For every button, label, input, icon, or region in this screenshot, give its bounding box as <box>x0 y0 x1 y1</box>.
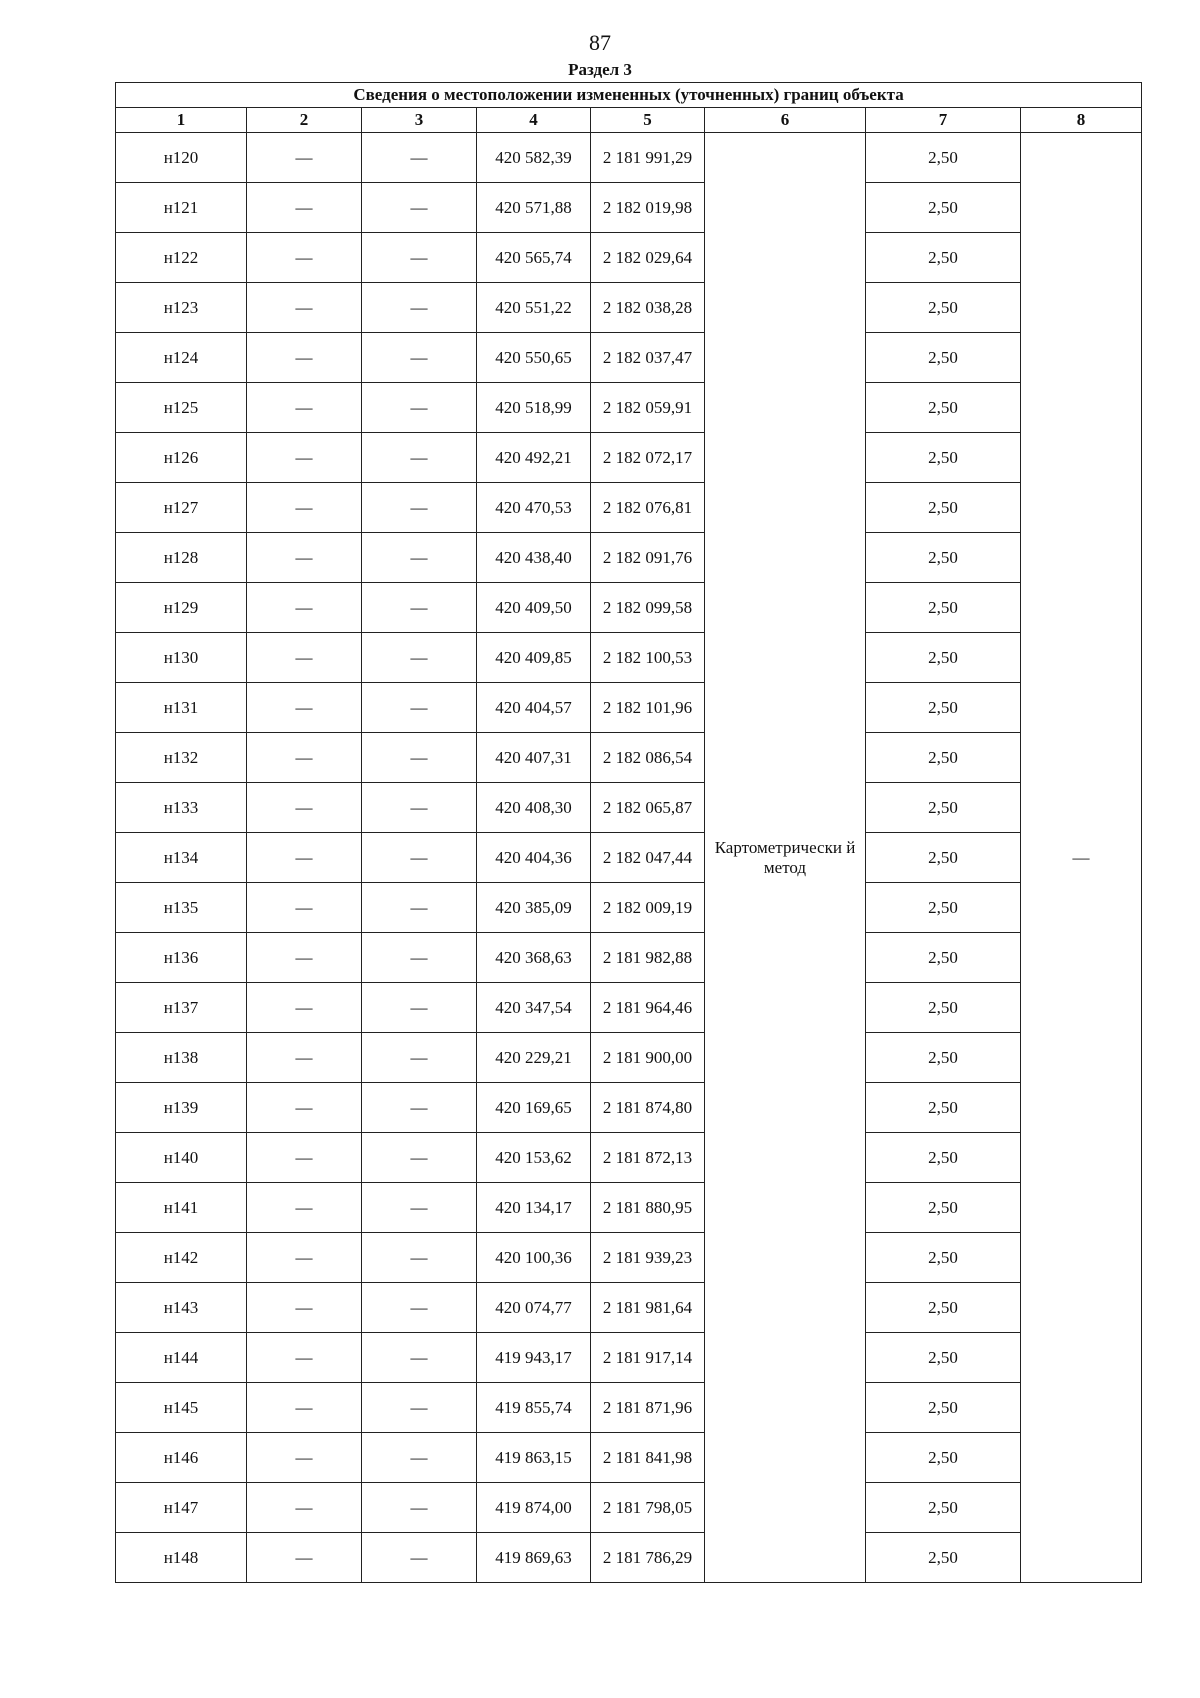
column2-cell: — <box>247 933 362 983</box>
table-row <box>116 933 1142 983</box>
point-number-cell: н144 <box>116 1333 247 1383</box>
coordinates-table <box>115 82 1142 1583</box>
column2-cell: — <box>247 233 362 283</box>
y-coordinate-cell: 2 181 981,64 <box>591 1283 705 1333</box>
table-row <box>116 1333 1142 1383</box>
section-title: Раздел 3 <box>568 60 632 79</box>
y-coordinate-cell: 2 182 100,53 <box>591 633 705 683</box>
point-number-cell: н136 <box>116 933 247 983</box>
column2-cell: — <box>247 983 362 1033</box>
column3-cell: — <box>362 1283 477 1333</box>
table-row <box>116 183 1142 233</box>
x-coordinate-cell: 420 571,88 <box>477 183 591 233</box>
y-coordinate-cell: 2 181 982,88 <box>591 933 705 983</box>
precision-cell: 2,50 <box>866 1133 1021 1183</box>
x-coordinate-cell: 420 409,85 <box>477 633 591 683</box>
column3-cell: — <box>362 1083 477 1133</box>
column-number-header: 2 <box>247 108 362 133</box>
precision-cell: 2,50 <box>866 1433 1021 1483</box>
y-coordinate-cell: 2 182 038,28 <box>591 283 705 333</box>
column2-cell: — <box>247 133 362 183</box>
table-row <box>116 483 1142 533</box>
table-row <box>116 1083 1142 1133</box>
x-coordinate-cell: 420 347,54 <box>477 983 591 1033</box>
column3-cell: — <box>362 1483 477 1533</box>
point-number-cell: н138 <box>116 1033 247 1083</box>
column2-cell: — <box>247 533 362 583</box>
table-row <box>116 133 1142 183</box>
table-row <box>116 733 1142 783</box>
table-row <box>116 833 1142 883</box>
point-number-cell: н131 <box>116 683 247 733</box>
precision-cell: 2,50 <box>866 1533 1021 1583</box>
point-number-cell: н128 <box>116 533 247 583</box>
y-coordinate-cell: 2 181 991,29 <box>591 133 705 183</box>
y-coordinate-cell: 2 182 099,58 <box>591 583 705 633</box>
column3-cell: — <box>362 683 477 733</box>
x-coordinate-cell: 419 863,15 <box>477 1433 591 1483</box>
column2-cell: — <box>247 383 362 433</box>
table-row <box>116 333 1142 383</box>
precision-cell: 2,50 <box>866 683 1021 733</box>
table-row <box>116 883 1142 933</box>
y-coordinate-cell: 2 182 091,76 <box>591 533 705 583</box>
column3-cell: — <box>362 433 477 483</box>
precision-cell: 2,50 <box>866 183 1021 233</box>
precision-cell: 2,50 <box>866 933 1021 983</box>
column2-cell: — <box>247 583 362 633</box>
x-coordinate-cell: 420 134,17 <box>477 1183 591 1233</box>
point-number-cell: н143 <box>116 1283 247 1333</box>
point-number-cell: н148 <box>116 1533 247 1583</box>
point-number-cell: н133 <box>116 783 247 833</box>
point-number-cell: н134 <box>116 833 247 883</box>
column2-cell: — <box>247 733 362 783</box>
x-coordinate-cell: 420 492,21 <box>477 433 591 483</box>
column3-cell: — <box>362 983 477 1033</box>
table-body <box>116 133 1142 1583</box>
y-coordinate-cell: 2 182 059,91 <box>591 383 705 433</box>
y-coordinate-cell: 2 182 072,17 <box>591 433 705 483</box>
precision-cell: 2,50 <box>866 983 1021 1033</box>
column3-cell: — <box>362 1383 477 1433</box>
column-numbers-row <box>116 108 1142 133</box>
column2-cell: — <box>247 883 362 933</box>
x-coordinate-cell: 420 582,39 <box>477 133 591 183</box>
table-caption: Сведения о местоположении измененных (уточненных) границ объекта <box>116 83 1142 108</box>
x-coordinate-cell: 419 943,17 <box>477 1333 591 1383</box>
x-coordinate-cell: 420 153,62 <box>477 1133 591 1183</box>
column2-cell: — <box>247 183 362 233</box>
point-number-cell: н129 <box>116 583 247 633</box>
y-coordinate-cell: 2 181 964,46 <box>591 983 705 1033</box>
column3-cell: — <box>362 833 477 883</box>
x-coordinate-cell: 420 408,30 <box>477 783 591 833</box>
method-cell: Картометрически й метод <box>705 133 866 1583</box>
table-row <box>116 1483 1142 1533</box>
point-number-cell: н142 <box>116 1233 247 1283</box>
precision-cell: 2,50 <box>866 783 1021 833</box>
point-number-cell: н145 <box>116 1383 247 1433</box>
column2-cell: — <box>247 783 362 833</box>
column-number-header: 8 <box>1021 108 1142 133</box>
column2-cell: — <box>247 683 362 733</box>
x-coordinate-cell: 420 074,77 <box>477 1283 591 1333</box>
column2-cell: — <box>247 833 362 883</box>
column3-cell: — <box>362 333 477 383</box>
y-coordinate-cell: 2 182 086,54 <box>591 733 705 783</box>
table-row <box>116 1183 1142 1233</box>
precision-cell: 2,50 <box>866 133 1021 183</box>
x-coordinate-cell: 419 874,00 <box>477 1483 591 1533</box>
precision-cell: 2,50 <box>866 383 1021 433</box>
y-coordinate-cell: 2 181 874,80 <box>591 1083 705 1133</box>
y-coordinate-cell: 2 182 065,87 <box>591 783 705 833</box>
column2-cell: — <box>247 1033 362 1083</box>
y-coordinate-cell: 2 182 076,81 <box>591 483 705 533</box>
x-coordinate-cell: 420 438,40 <box>477 533 591 583</box>
table-row <box>116 983 1142 1033</box>
column2-cell: — <box>247 1133 362 1183</box>
precision-cell: 2,50 <box>866 583 1021 633</box>
precision-cell: 2,50 <box>866 733 1021 783</box>
y-coordinate-cell: 2 181 917,14 <box>591 1333 705 1383</box>
column2-cell: — <box>247 433 362 483</box>
column2-cell: — <box>247 1283 362 1333</box>
precision-cell: 2,50 <box>866 1183 1021 1233</box>
precision-cell: 2,50 <box>866 833 1021 883</box>
y-coordinate-cell: 2 181 939,23 <box>591 1233 705 1283</box>
y-coordinate-cell: 2 182 009,19 <box>591 883 705 933</box>
y-coordinate-cell: 2 182 047,44 <box>591 833 705 883</box>
column3-cell: — <box>362 183 477 233</box>
x-coordinate-cell: 420 100,36 <box>477 1233 591 1283</box>
column2-cell: — <box>247 1083 362 1133</box>
column3-cell: — <box>362 783 477 833</box>
x-coordinate-cell: 420 404,36 <box>477 833 591 883</box>
x-coordinate-cell: 420 407,31 <box>477 733 591 783</box>
column3-cell: — <box>362 583 477 633</box>
y-coordinate-cell: 2 182 037,47 <box>591 333 705 383</box>
column3-cell: — <box>362 1433 477 1483</box>
point-number-cell: н141 <box>116 1183 247 1233</box>
column3-cell: — <box>362 483 477 533</box>
x-coordinate-cell: 420 404,57 <box>477 683 591 733</box>
y-coordinate-cell: 2 181 880,95 <box>591 1183 705 1233</box>
x-coordinate-cell: 420 550,65 <box>477 333 591 383</box>
column2-cell: — <box>247 483 362 533</box>
x-coordinate-cell: 420 229,21 <box>477 1033 591 1083</box>
y-coordinate-cell: 2 182 019,98 <box>591 183 705 233</box>
y-coordinate-cell: 2 181 841,98 <box>591 1433 705 1483</box>
table-row <box>116 383 1142 433</box>
column3-cell: — <box>362 1183 477 1233</box>
point-number-cell: н137 <box>116 983 247 1033</box>
precision-cell: 2,50 <box>866 1383 1021 1433</box>
column2-cell: — <box>247 333 362 383</box>
table-row <box>116 783 1142 833</box>
column3-cell: — <box>362 133 477 183</box>
table-row <box>116 633 1142 683</box>
column2-cell: — <box>247 1383 362 1433</box>
table-row <box>116 433 1142 483</box>
point-number-cell: н147 <box>116 1483 247 1533</box>
column3-cell: — <box>362 283 477 333</box>
precision-cell: 2,50 <box>866 233 1021 283</box>
column3-cell: — <box>362 533 477 583</box>
precision-cell: 2,50 <box>866 533 1021 583</box>
column3-cell: — <box>362 1333 477 1383</box>
column2-cell: — <box>247 1233 362 1283</box>
point-number-cell: н126 <box>116 433 247 483</box>
point-number-cell: н125 <box>116 383 247 433</box>
point-number-cell: н120 <box>116 133 247 183</box>
precision-cell: 2,50 <box>866 433 1021 483</box>
point-number-cell: н139 <box>116 1083 247 1133</box>
column3-cell: — <box>362 883 477 933</box>
column3-cell: — <box>362 1533 477 1583</box>
column2-cell: — <box>247 1183 362 1233</box>
table-row <box>116 583 1142 633</box>
column-number-header: 3 <box>362 108 477 133</box>
page-number: 87 <box>589 30 611 55</box>
column-number-header: 4 <box>477 108 591 133</box>
column3-cell: — <box>362 633 477 683</box>
y-coordinate-cell: 2 181 900,00 <box>591 1033 705 1083</box>
point-number-cell: н130 <box>116 633 247 683</box>
x-coordinate-cell: 419 855,74 <box>477 1383 591 1433</box>
y-coordinate-cell: 2 181 871,96 <box>591 1383 705 1433</box>
x-coordinate-cell: 420 565,74 <box>477 233 591 283</box>
column-number-header: 7 <box>866 108 1021 133</box>
point-number-cell: н132 <box>116 733 247 783</box>
table-row <box>116 683 1142 733</box>
y-coordinate-cell: 2 181 798,05 <box>591 1483 705 1533</box>
x-coordinate-cell: 420 169,65 <box>477 1083 591 1133</box>
table-row <box>116 533 1142 583</box>
precision-cell: 2,50 <box>866 883 1021 933</box>
column3-cell: — <box>362 733 477 783</box>
x-coordinate-cell: 419 869,63 <box>477 1533 591 1583</box>
point-number-cell: н123 <box>116 283 247 333</box>
precision-cell: 2,50 <box>866 1283 1021 1333</box>
column3-cell: — <box>362 933 477 983</box>
column3-cell: — <box>362 233 477 283</box>
point-number-cell: н124 <box>116 333 247 383</box>
precision-cell: 2,50 <box>866 283 1021 333</box>
precision-cell: 2,50 <box>866 333 1021 383</box>
column2-cell: — <box>247 1483 362 1533</box>
y-coordinate-cell: 2 182 101,96 <box>591 683 705 733</box>
point-number-cell: н135 <box>116 883 247 933</box>
table-row <box>116 233 1142 283</box>
column-number-header: 5 <box>591 108 705 133</box>
column3-cell: — <box>362 1033 477 1083</box>
column-number-header: 1 <box>116 108 247 133</box>
table-row <box>116 1533 1142 1583</box>
table-row <box>116 1233 1142 1283</box>
column-number-header: 6 <box>705 108 866 133</box>
table-row <box>116 1283 1142 1333</box>
column8-cell: — <box>1021 133 1142 1583</box>
x-coordinate-cell: 420 409,50 <box>477 583 591 633</box>
table-row <box>116 1033 1142 1083</box>
y-coordinate-cell: 2 181 786,29 <box>591 1533 705 1583</box>
point-number-cell: н121 <box>116 183 247 233</box>
table-row <box>116 283 1142 333</box>
point-number-cell: н127 <box>116 483 247 533</box>
y-coordinate-cell: 2 181 872,13 <box>591 1133 705 1183</box>
column2-cell: — <box>247 1533 362 1583</box>
precision-cell: 2,50 <box>866 483 1021 533</box>
column3-cell: — <box>362 1133 477 1183</box>
column3-cell: — <box>362 383 477 433</box>
point-number-cell: н146 <box>116 1433 247 1483</box>
y-coordinate-cell: 2 182 029,64 <box>591 233 705 283</box>
point-number-cell: н122 <box>116 233 247 283</box>
precision-cell: 2,50 <box>866 1483 1021 1533</box>
table-row <box>116 1133 1142 1183</box>
x-coordinate-cell: 420 518,99 <box>477 383 591 433</box>
column2-cell: — <box>247 633 362 683</box>
table-row <box>116 1433 1142 1483</box>
column2-cell: — <box>247 1333 362 1383</box>
column2-cell: — <box>247 1433 362 1483</box>
precision-cell: 2,50 <box>866 1033 1021 1083</box>
x-coordinate-cell: 420 368,63 <box>477 933 591 983</box>
precision-cell: 2,50 <box>866 1233 1021 1283</box>
column2-cell: — <box>247 283 362 333</box>
table-row <box>116 1383 1142 1433</box>
x-coordinate-cell: 420 385,09 <box>477 883 591 933</box>
point-number-cell: н140 <box>116 1133 247 1183</box>
column3-cell: — <box>362 1233 477 1283</box>
precision-cell: 2,50 <box>866 633 1021 683</box>
x-coordinate-cell: 420 470,53 <box>477 483 591 533</box>
precision-cell: 2,50 <box>866 1083 1021 1133</box>
precision-cell: 2,50 <box>866 1333 1021 1383</box>
x-coordinate-cell: 420 551,22 <box>477 283 591 333</box>
